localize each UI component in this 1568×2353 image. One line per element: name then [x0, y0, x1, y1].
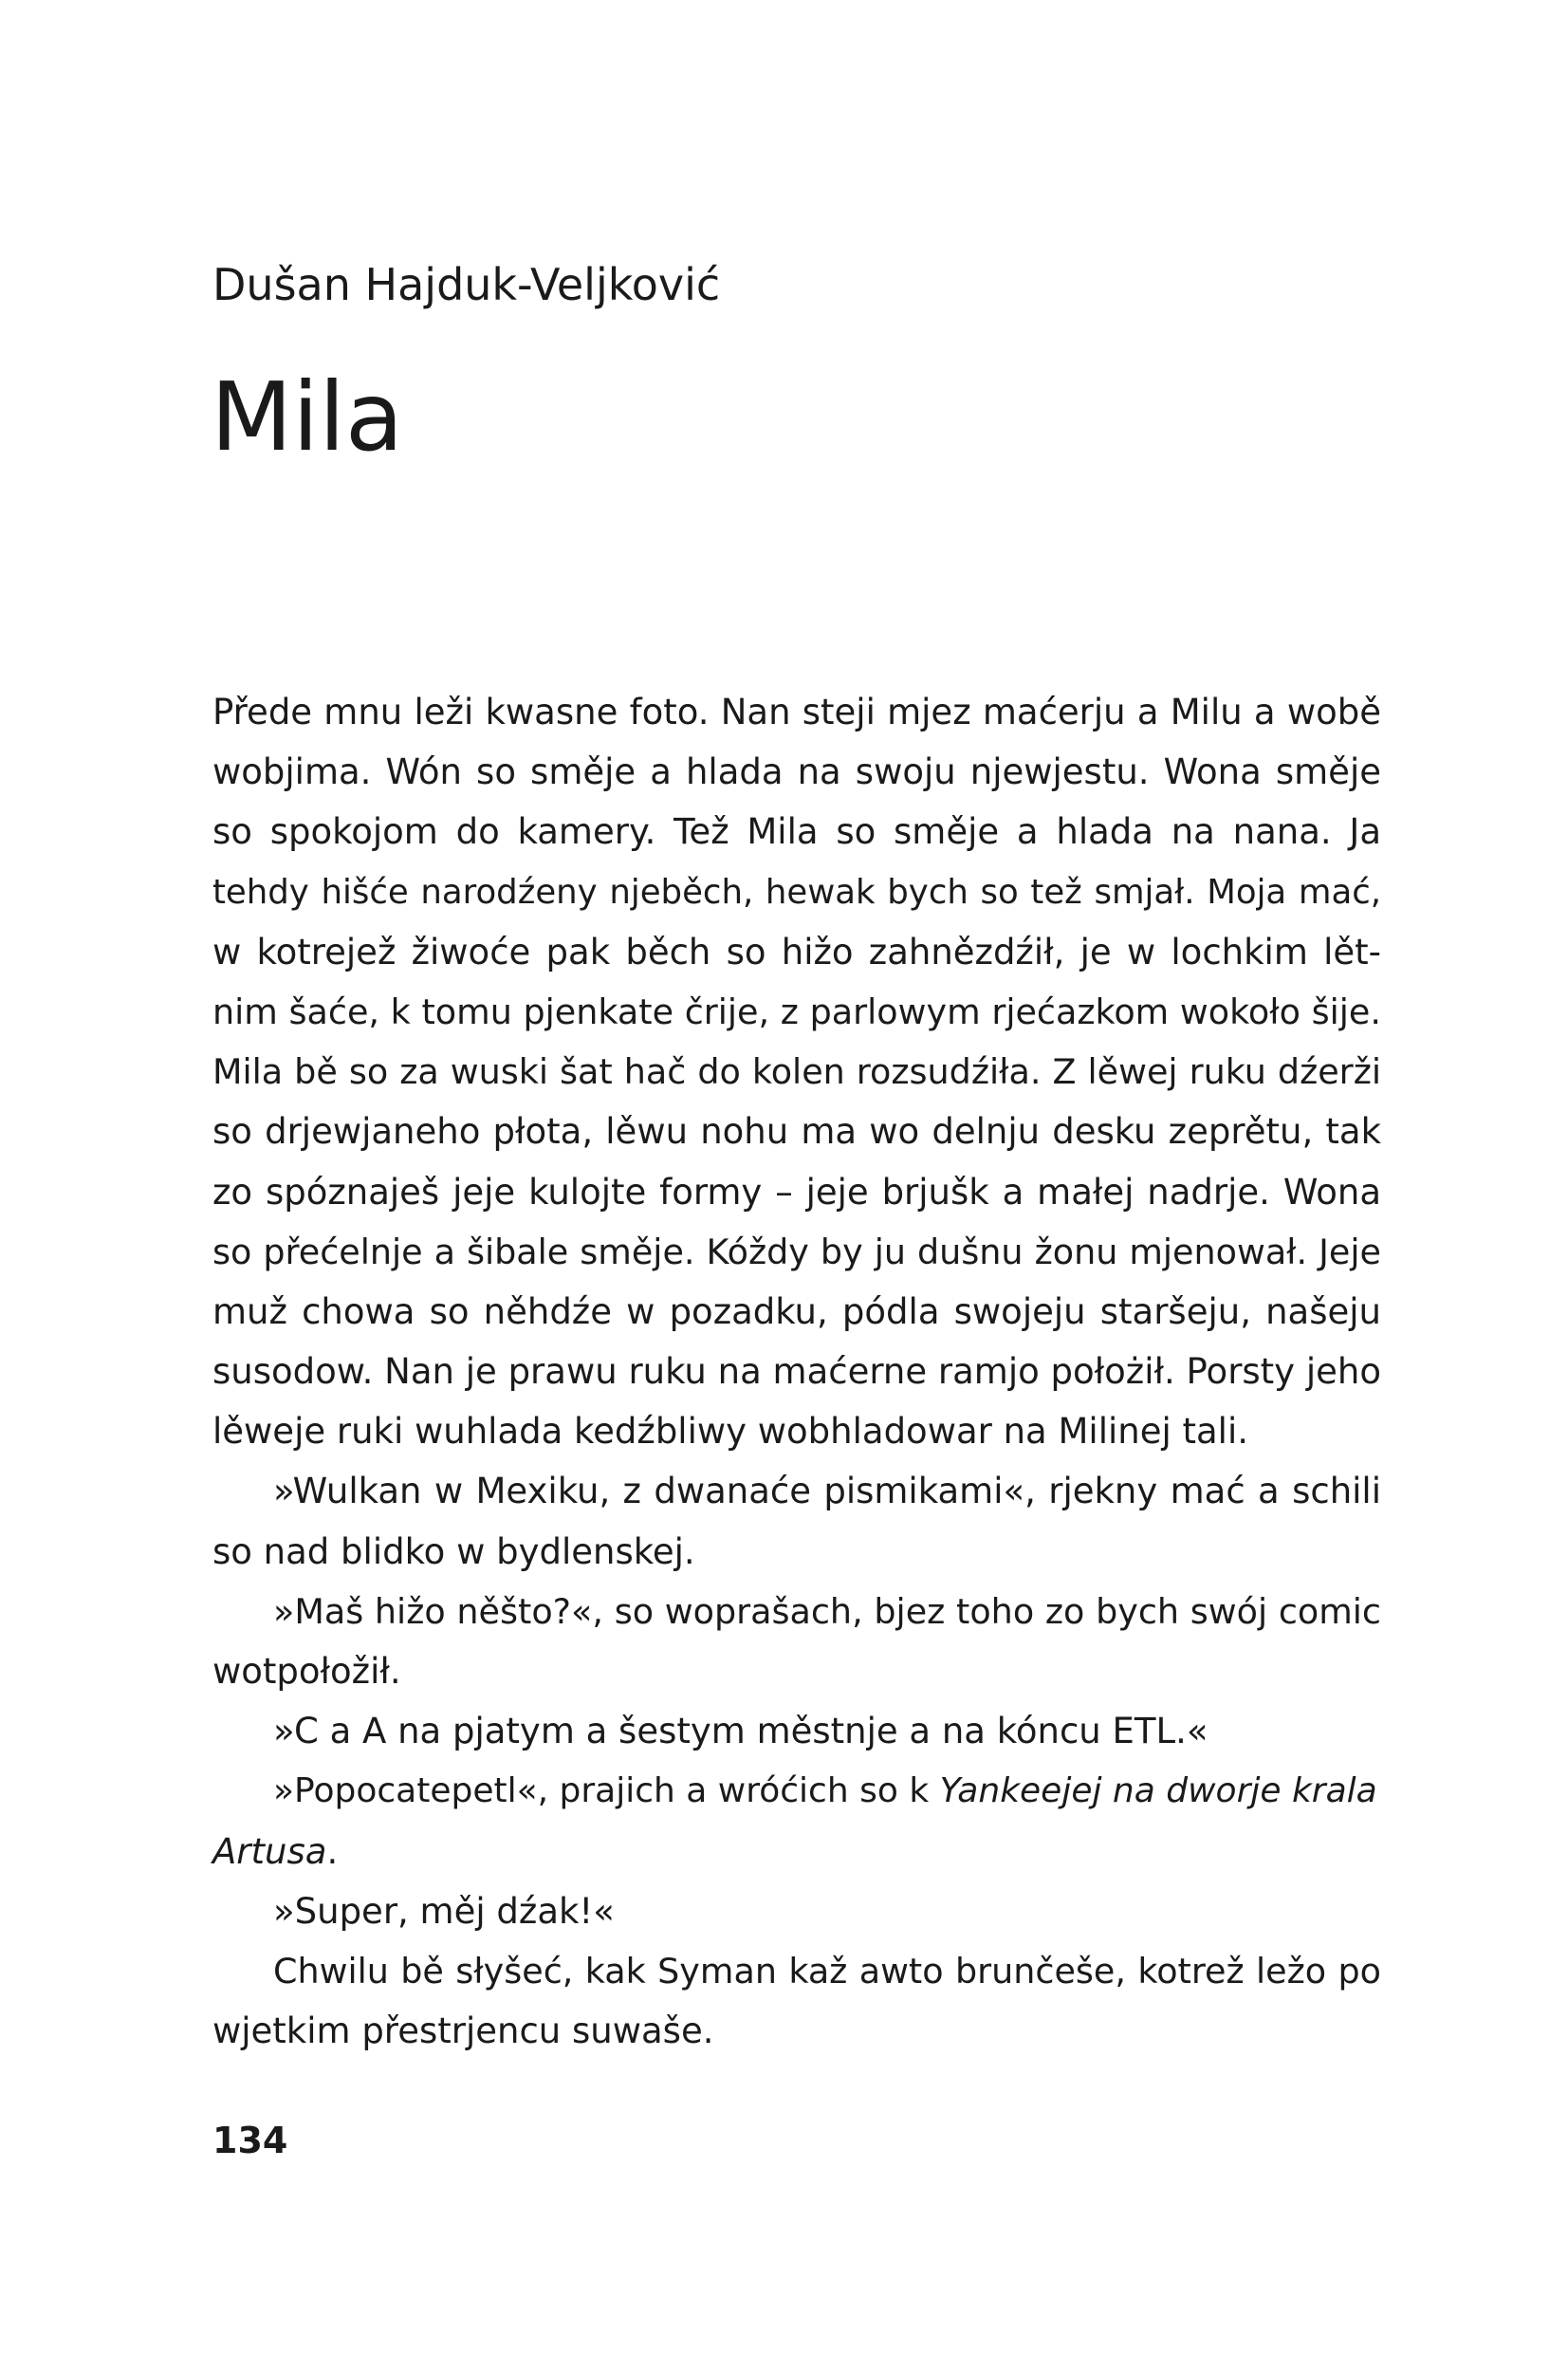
text-segment: . — [326, 1830, 339, 1872]
book-title-italic: Artusa — [212, 1830, 327, 1872]
text-line — [212, 1761, 1381, 1821]
text-line: zo spóznaješ jeje kulojte formy – jeje brjušk a małej nadrje. Wona — [212, 1171, 1381, 1213]
text-line: »C a A na pjatym a šestym městnje a na kóncu ETL.« — [273, 1711, 1208, 1752]
story-title: Mila — [211, 361, 404, 472]
text-line: muž chowa so něhdźe w pozadku, pódla swojeju staršeju, našeju — [212, 1290, 1381, 1332]
page-number: 134 — [212, 2120, 288, 2161]
text-line: wjetkim přestrjencu suwaše. — [212, 2010, 714, 2052]
text-segment: »Popocatepetl«, prajich a wróćich so k — [273, 1771, 940, 1811]
text-line: »Wulkan w Mexiku, z dwanaće pismikami«, rjekny mać a schili — [273, 1471, 1381, 1512]
book-title-italic: Yankeejej na dworje krala — [939, 1771, 1377, 1811]
text-line: w kotrejež žiwoće pak běch so hižo zahnězdźił, je w lochkim lět- — [212, 931, 1381, 973]
text-line: lěweje ruki wuhlada kedźbliwy wobhladowar na Milinej tali. — [212, 1411, 1249, 1453]
story-body — [212, 682, 1381, 2061]
text-line: »Super, měj dźak!« — [273, 1890, 615, 1932]
author-name: Dušan Hajduk-Veljković — [212, 259, 721, 310]
text-line: so spokojom do kamery. Tež Mila so směje a hlada na nana. Ja — [212, 811, 1381, 853]
text-line: nim šaće, k tomu pjenkate črije, z parlowym rjećazkom wokoło šije. — [212, 991, 1381, 1032]
text-line: susodow. Nan je prawu ruku na maćerne ramjo położił. Porsty jeho — [212, 1351, 1381, 1393]
text-line: »Maš hižo něšto?«, so woprašach, bjez toho zo bych swój comic — [273, 1590, 1381, 1632]
text-line: so přećelnje a šibale směje. Kóždy by ju dušnu žonu mjenował. Jeje — [212, 1231, 1381, 1272]
text-line: so drjewjaneho płota, lěwu nohu ma wo delnju desku zeprětu, tak — [212, 1111, 1381, 1153]
text-line: so nad blidko w bydlenskej. — [212, 1530, 695, 1572]
text-line: Přede mnu leži kwasne foto. Nan steji mjez maćerju a Milu a wobě — [212, 692, 1381, 732]
text-line: wotpołožił. — [212, 1651, 401, 1692]
text-line — [212, 1822, 1381, 1881]
text-line: wobjima. Wón so směje a hlada na swoju njewjestu. Wona směje — [212, 751, 1381, 793]
text-line: tehdy hišće narodźeny njeběch, hewak bych so tež smjał. Moja mać, — [212, 872, 1381, 912]
text-line: Mila bě so za wuski šat hač do kolen rozsudźiła. Z lěwej ruku dźerži — [212, 1051, 1381, 1093]
text-line: Chwilu bě słyšeć, kak Syman kaž awto brunčeše, kotrež ležo po — [273, 1950, 1381, 1992]
